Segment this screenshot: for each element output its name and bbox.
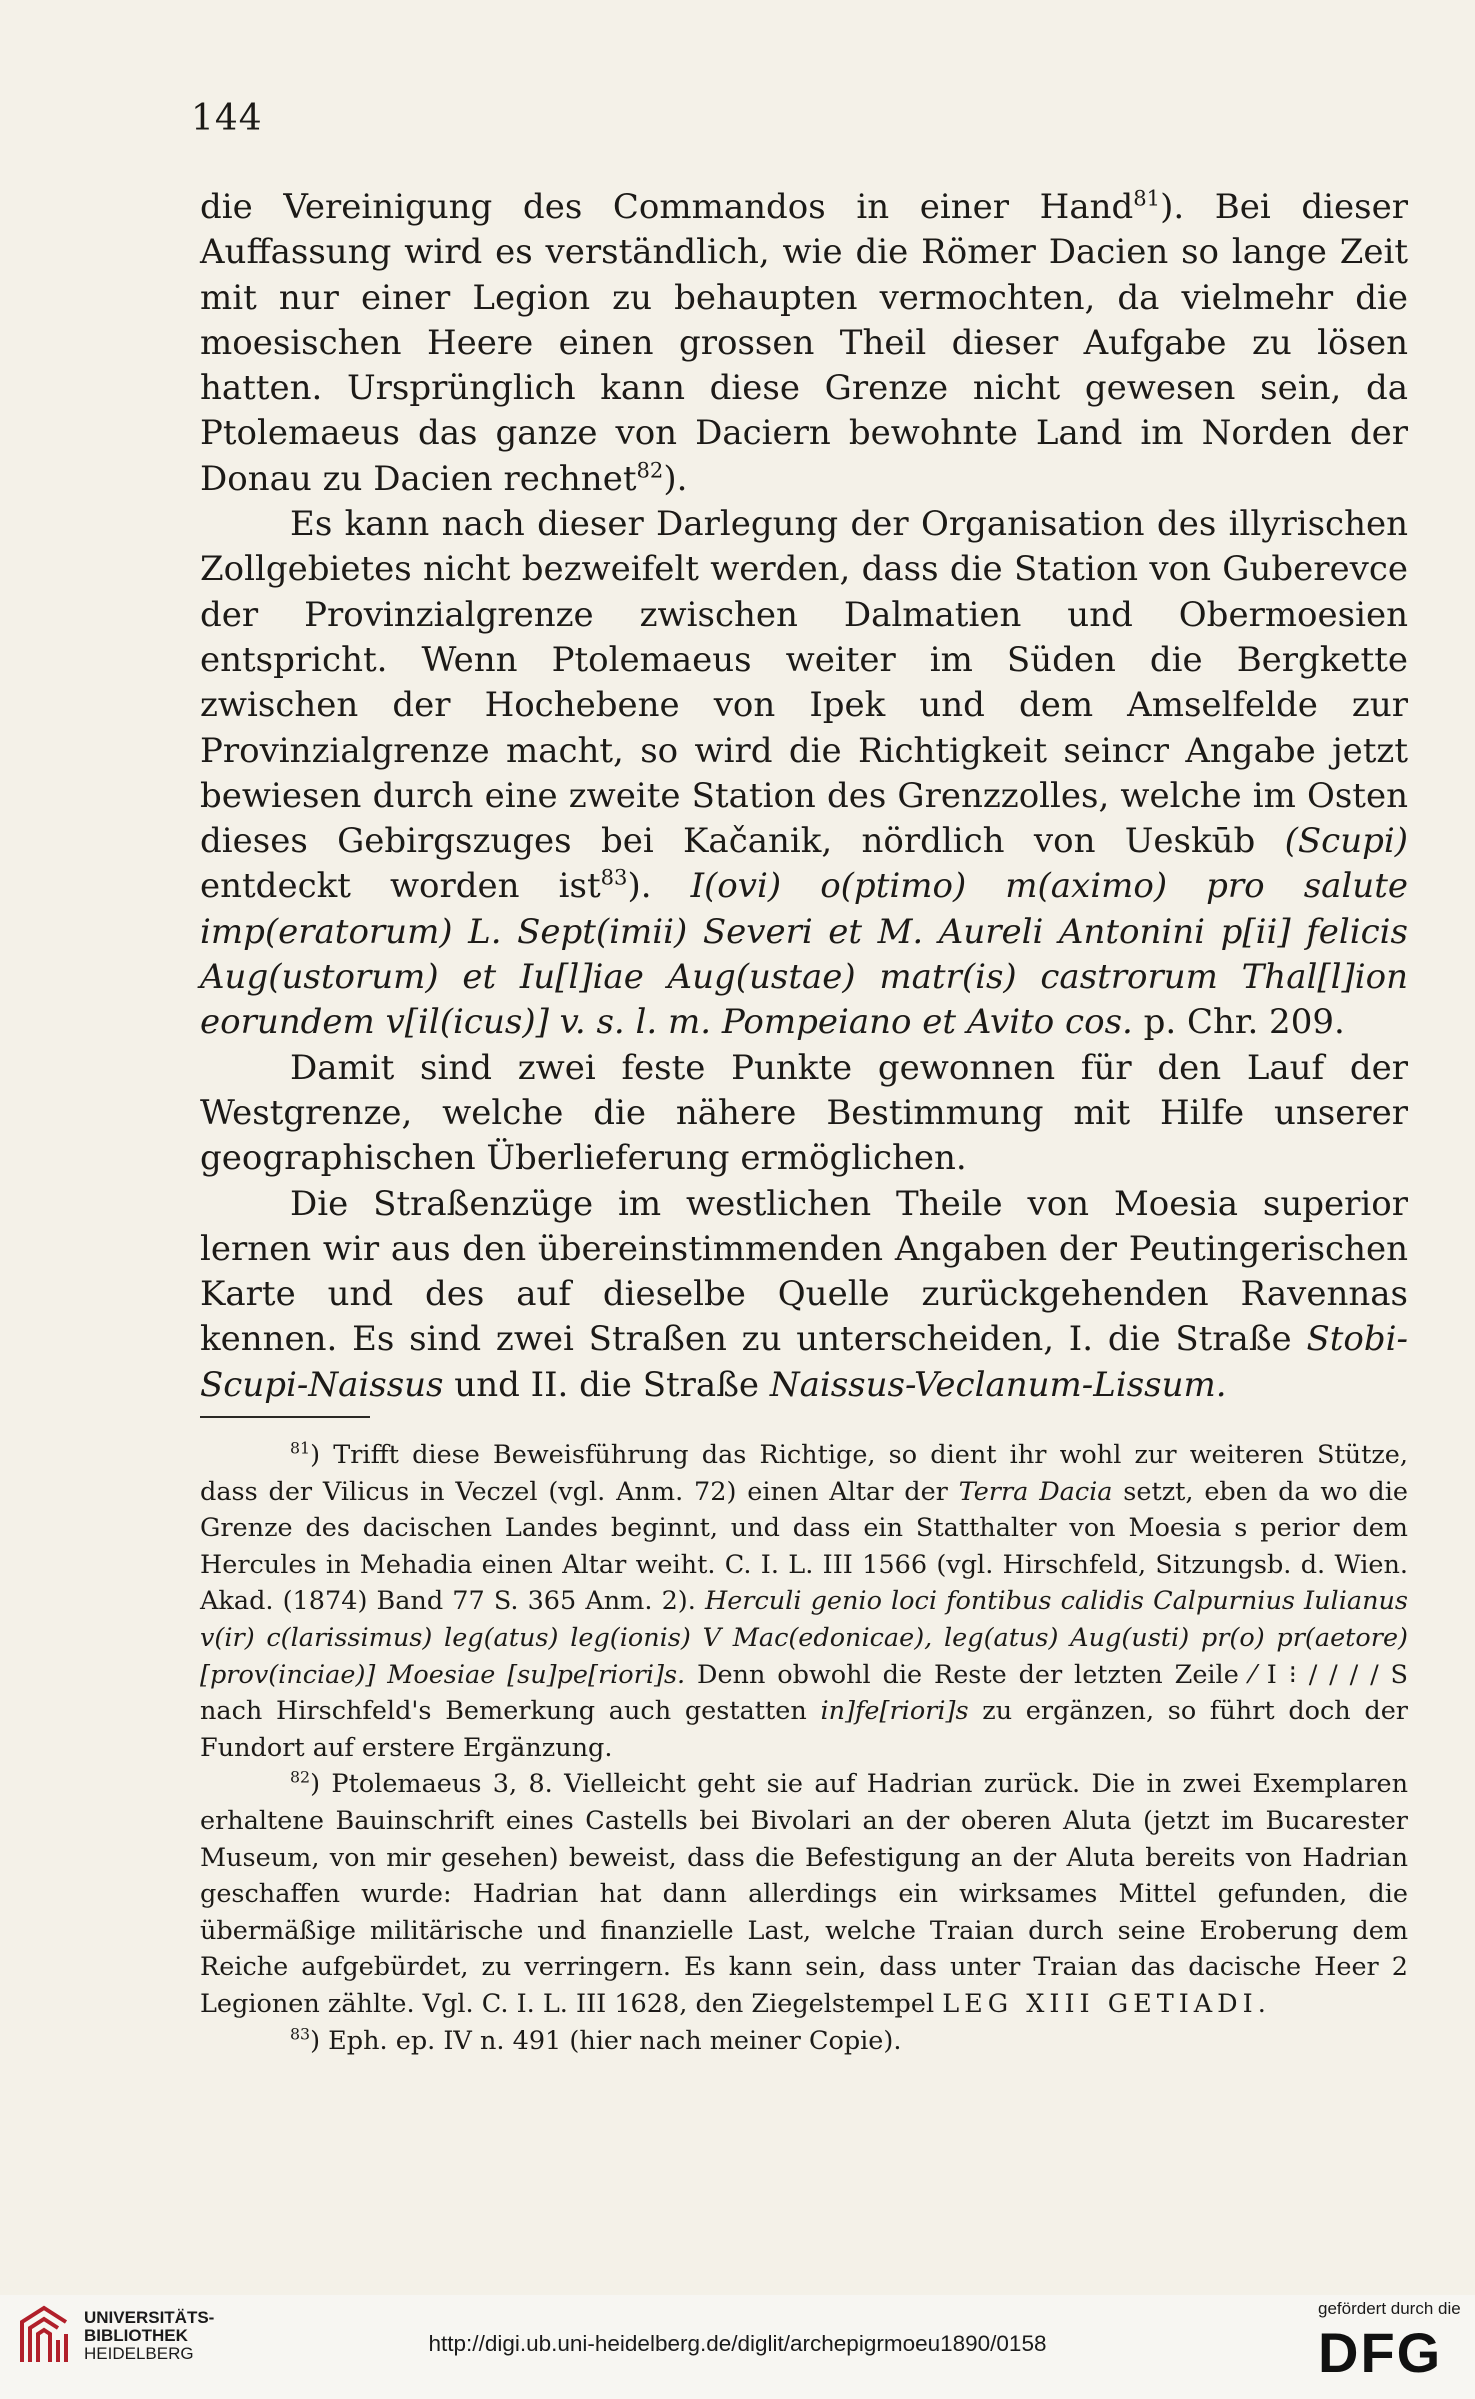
text-run: ). bbox=[663, 458, 688, 499]
text-run: Damit sind zwei feste Punkte gewonnen für den Lauf der Westgrenze, welche die nähere Bestimmung mit Hilfe unserer geographischen Überlieferung ermöglichen. bbox=[200, 1047, 1408, 1179]
italic-text: (Scupi) bbox=[1284, 821, 1408, 862]
text-run: entdeckt worden ist bbox=[200, 866, 601, 907]
text-run: ) Trifft diese Beweisführung das Richtige, so dient ihr wohl zur weiteren Stütze, dass der Vilicus in Veczel (vgl. Anm. 72) einen Altar der bbox=[200, 1440, 1408, 1507]
footnote-81 bbox=[200, 1437, 1408, 1766]
italic-text: Terra Dacia bbox=[958, 1476, 1113, 1507]
italic-text: Stobi-Scupi-Naissus bbox=[200, 1319, 1408, 1405]
permalink bbox=[0, 2331, 1475, 2357]
footnote-ref: 81 bbox=[290, 1438, 311, 1458]
library-name-line-1: UNIVERSITÄTS- bbox=[84, 2308, 215, 2327]
text-run: die Vereinigung des Commandos in einer Hand bbox=[200, 187, 1134, 227]
text-run: zu ergänzen, so führt doch der Fundort auf erstere Ergänzung. bbox=[200, 1696, 1408, 1763]
text-run: ) Ptolemaeus 3, 8. Vielleicht geht sie auf Hadrian zurück. Die in zwei Exemplaren erhaltene Bauinschrift eines Castells bei Bivolari an der oberen Aluta (jetzt im Bucarester Museum, von mir gesehen) beweist, dass die Befestigung an der Aluta bereits von Hadrian geschaffen wurde: Hadrian hat dann allerdings ein wirksames Mittel gefunden, die übermäßige militärische und finanzielle Last, welche Traian durch seine Eroberung dem Reiche aufgebürdet, zu verringern. Es kann sein, dass unter Traian das dacische Heer 2 Legionen zählte. Vgl. C. I. L. III 1628, den Ziegelstempel bbox=[200, 1769, 1408, 2019]
text-run: p. Chr. 209. bbox=[1132, 1002, 1345, 1043]
footnote-83 bbox=[200, 2023, 1408, 2060]
footnote-82 bbox=[200, 1766, 1408, 2022]
paragraph-1 bbox=[200, 185, 1408, 502]
paragraph-4 bbox=[200, 1182, 1408, 1408]
italic-text: Naissus-Veclanum-Lissum. bbox=[769, 1364, 1227, 1405]
footnotes bbox=[200, 1437, 1408, 2059]
library-name-line-3: HEIDELBERG bbox=[84, 2344, 194, 2363]
page-number: 144 bbox=[191, 98, 263, 139]
footnote-ref: 83 bbox=[290, 2024, 311, 2043]
text-run: ) Eph. ep. IV n. 491 (hier nach meiner Copie). bbox=[310, 2025, 902, 2056]
text-run: Es kann nach dieser Darlegung der Organisation des illyrischen Zollgebietes nicht bezweifelt werden, dass die Station von Guberevce der Provinzialgrenze zwischen Dalmatien und Obermoesien entspricht. Wenn Ptolemaeus weiter im Süden die Bergkette zwischen der Hochebene von Ipek und dem Amselfelde zur Provinzialgrenze macht, so wird die Richtigkeit seincr Angabe jetzt bewiesen durch eine zweite Station des Grenzzolles, welche im Osten dieses Gebirgszuges bei Kačanik, nördlich von Ueskūb bbox=[200, 504, 1408, 862]
text-run: ). Bei dieser Auffassung wird es verständlich, wie die Römer Dacien so lange Zeit mit nur einer Legion zu behaupten vermochten, da vielmehr die moesischen Heere einen grossen Theil dieser Aufgabe zu lösen hatten. Ursprünglich kann diese Grenze nicht gewesen sein, da Ptolemaeus das ganze von Daciern bewohnte Land im Norden der Donau zu Dacien rechnet bbox=[200, 187, 1409, 499]
permalink-link[interactable]: http://digi.ub.uni-heidelberg.de/diglit/archepigrmoeu1890/0158 bbox=[428, 2331, 1047, 2356]
footnote-ref: 82 bbox=[636, 457, 664, 483]
sponsor-caption: gefördert durch die bbox=[1318, 2299, 1461, 2318]
library-name-line-2: BIBLIOTHEK bbox=[84, 2326, 188, 2345]
text-run: ). bbox=[627, 866, 691, 907]
text-run: Die Straßenzüge im westlichen Theile von Moesia superior lernen wir aus den übereinstimmenden Angaben der Peutingerischen Karte und des auf dieselbe Quelle zurückgehenden Ravennas kennen. Es sind zwei Straßen zu unterscheiden, I. die Straße bbox=[200, 1183, 1408, 1360]
paragraph-2 bbox=[200, 502, 1408, 1046]
main-text bbox=[200, 185, 1408, 1408]
footnote-ref: 81 bbox=[1133, 185, 1161, 211]
italic-text: Herculi genio loci fontibus calidis Calpurnius Iulianus v(ir) c(larissimus) leg(atus) leg(ionis) V Mac(edonicae), leg(atus) Aug(usti) pr(o) pr(aetore) [prov(inciae)] Moesiae [su]pe[riori]s. bbox=[200, 1586, 1409, 1690]
text-run: . bbox=[1257, 1988, 1266, 2019]
spaced-text: LEG XIII GETIADI bbox=[942, 1988, 1258, 2019]
paragraph-3 bbox=[200, 1046, 1408, 1182]
footnote-divider bbox=[200, 1416, 370, 1418]
text-run: und II. die Straße bbox=[443, 1364, 770, 1405]
text-run: setzt, eben da wo die Grenze des dacischen Landes beginnt, und dass ein Statthalter von Moesia s perior dem Hercules in Mehadia einen Altar weiht. C. I. L. III 1566 (vgl. Hirschfeld, Sitzungsb. d. Wien. Akad. (1874) Band 77 S. 365 Anm. 2). bbox=[200, 1476, 1408, 1617]
dfg-logo: DFG bbox=[1318, 2321, 1443, 2384]
italic-text: I(ovi) o(ptimo) m(aximo) pro salute imp(eratorum) L. Sept(imii) Severi et M. Aureli Antonini p[ii] felicis Aug(ustorum) et Iu[l]iae Aug(ustae) matr(is) castrorum Thal[l]ion eorundem v[il(icus)] v. s. l. m. Pompeiano et Avito cos. bbox=[200, 866, 1408, 1043]
footnote-ref: 83 bbox=[600, 865, 628, 891]
italic-text: in]fe[riori]s bbox=[820, 1696, 969, 1727]
footnote-ref: 82 bbox=[290, 1767, 311, 1787]
text-run: Denn obwohl die Reste der letzten Zeile ⁄ I ⁝ / / / / S nach Hirschfeld's Bemerkung auch gestatten bbox=[200, 1659, 1408, 1727]
